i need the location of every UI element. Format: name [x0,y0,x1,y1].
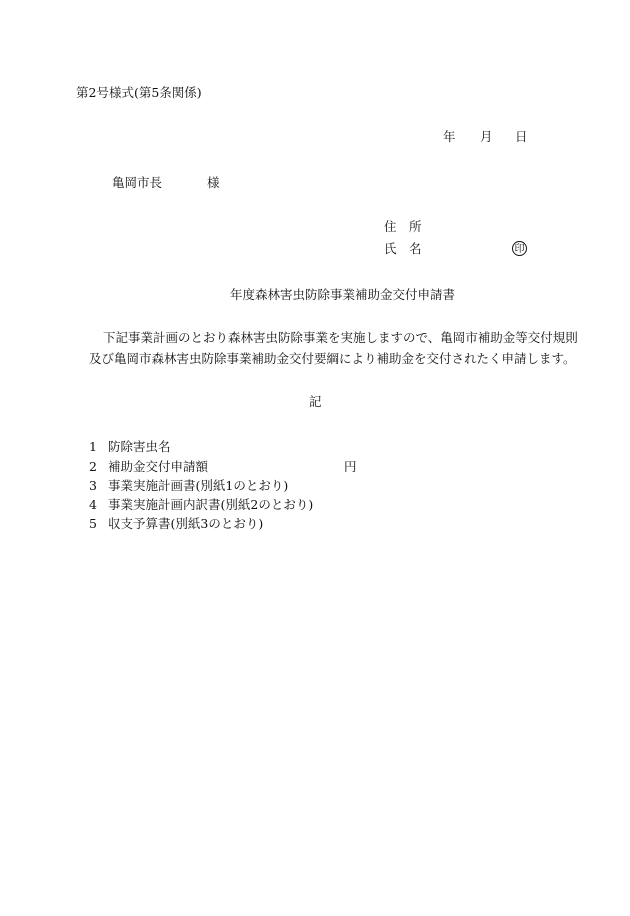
date-year-label: 年 [443,129,456,144]
item-number: 4 [89,497,97,512]
addressee-name: 亀岡市長 [112,175,163,190]
date-day-label: 日 [515,129,528,144]
item-label: 収支予算書(別紙3のとおり) [108,516,264,531]
item-number: 2 [89,459,97,474]
seal-mark: 印 [512,241,527,256]
addressee-honorific: 様 [207,175,220,190]
item-number: 1 [89,439,97,454]
list-item [89,459,357,474]
item-label: 事業実施計画内訳書(別紙2のとおり) [108,497,314,512]
list-item [89,480,288,493]
list-item [89,499,313,512]
body-line-2: 及び亀岡市森林害虫防除事業補助金交付要綱により補助金を交付されたく申請します。 [89,351,576,366]
list-item [89,441,171,454]
document-title: 年度森林害虫防除事業補助金交付申請書 [230,287,456,302]
list-item [89,518,263,531]
date-month-label: 月 [480,129,493,144]
name-label: 氏 名 [384,241,422,256]
yen-unit: 円 [344,459,357,474]
item-label: 防除害虫名 [108,439,171,454]
item-label: 補助金交付申請額 [108,459,209,474]
item-number: 3 [89,478,97,493]
body-line-1: 下記事業計画のとおり森林害虫防除事業を実施しますので、亀岡市補助金等交付規則 [103,330,578,345]
item-label: 事業実施計画書(別紙1のとおり) [108,478,289,493]
ki-heading: 記 [309,394,322,409]
address-label: 住 所 [384,219,422,234]
item-number: 5 [89,516,97,531]
form-number: 第2号様式(第5条関係) [76,85,202,100]
